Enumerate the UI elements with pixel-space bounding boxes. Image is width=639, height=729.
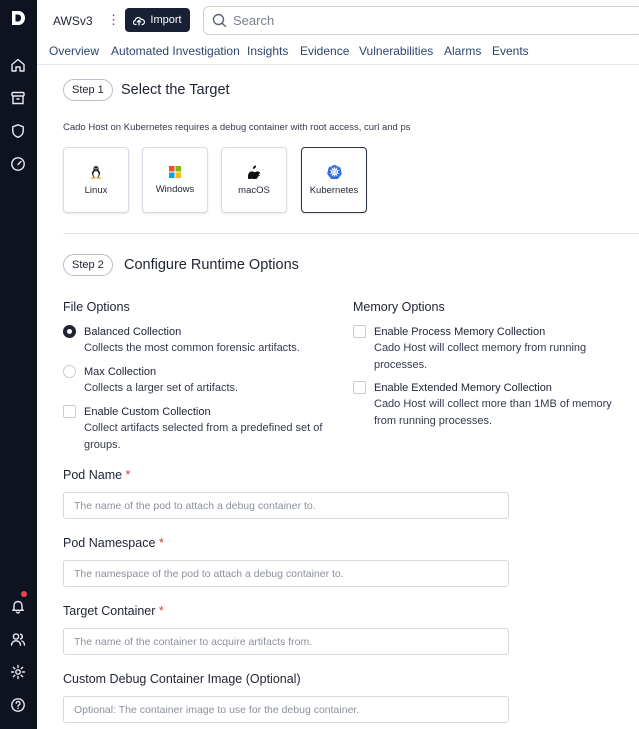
required-marker: * — [158, 604, 164, 618]
upload-cloud-icon — [133, 15, 145, 26]
tab-vulnerabilities[interactable]: Vulnerabilities — [359, 44, 434, 58]
search-icon — [212, 13, 227, 28]
step1-note: Cado Host on Kubernetes requires a debug container with root access, curl and ps — [63, 122, 411, 133]
archive-icon[interactable] — [9, 89, 27, 107]
option-balanced-collection[interactable] — [63, 324, 345, 357]
balanced-collection-radio[interactable] — [63, 325, 76, 338]
tab-overview[interactable]: Overview — [49, 44, 100, 58]
file-options-heading: File Options — [63, 300, 130, 314]
section-divider — [63, 233, 639, 234]
sidebar-rail — [0, 0, 37, 729]
option-custom-collection[interactable] — [63, 404, 345, 453]
top-bar — [37, 0, 639, 40]
target-container-label — [63, 604, 164, 618]
users-icon[interactable] — [9, 630, 27, 648]
field-label-text: Pod Namespace — [63, 536, 156, 550]
nav-tabs — [37, 40, 639, 65]
tab-evidence[interactable]: Evidence — [300, 44, 350, 58]
step1-title: Select the Target — [121, 82, 230, 98]
tab-alarms[interactable]: Alarms — [444, 44, 482, 58]
pod-name-field[interactable] — [63, 492, 509, 519]
required-marker: * — [125, 468, 131, 482]
option-title: Balanced Collection — [84, 326, 182, 338]
field-label-text: Target Container — [63, 604, 156, 618]
bell-icon[interactable] — [9, 597, 27, 615]
step1-pill: Step 1 — [63, 79, 113, 101]
tab-insights[interactable]: Insights — [247, 44, 289, 58]
debug-image-label — [63, 672, 301, 686]
platform-linux-label: Linux — [84, 184, 108, 196]
apple-icon — [248, 165, 260, 179]
platform-linux[interactable] — [63, 147, 129, 213]
platform-macos[interactable] — [221, 147, 287, 213]
required-marker: * — [158, 536, 164, 550]
logo-icon[interactable] — [8, 8, 28, 28]
option-process-memory[interactable] — [353, 324, 635, 373]
step2-title: Configure Runtime Options — [124, 257, 299, 273]
search-box[interactable] — [203, 6, 639, 35]
gauge-icon[interactable] — [9, 155, 27, 173]
process-memory-checkbox[interactable] — [353, 325, 366, 338]
option-desc: Collect artifacts selected from a predefined set of groups. — [84, 422, 323, 451]
max-collection-radio[interactable] — [63, 365, 76, 378]
platform-macos-label: macOS — [238, 184, 270, 196]
windows-icon — [169, 166, 181, 178]
settings-icon[interactable] — [9, 663, 27, 681]
main-content — [37, 66, 639, 729]
option-desc: Collects a larger set of artifacts. — [84, 382, 239, 394]
platform-kubernetes-label: Kubernetes — [309, 185, 359, 196]
import-button[interactable] — [125, 8, 190, 32]
platform-windows-label: Windows — [155, 183, 195, 195]
option-title: Max Collection — [84, 366, 157, 378]
pod-namespace-label — [63, 536, 164, 550]
field-label-text: Pod Name — [63, 468, 123, 482]
import-button-label: Import — [150, 14, 182, 26]
platform-kubernetes[interactable] — [301, 147, 367, 213]
pod-name-label — [63, 468, 130, 482]
pod-namespace-field[interactable] — [63, 560, 509, 587]
option-desc: Cado Host will collect memory from running processes. — [374, 342, 587, 371]
notification-dot — [21, 591, 27, 597]
debug-image-field[interactable] — [63, 696, 509, 723]
target-container-field[interactable] — [63, 628, 509, 655]
kubernetes-icon — [327, 164, 342, 179]
tab-events[interactable]: Events — [492, 44, 529, 58]
extended-memory-checkbox[interactable] — [353, 381, 366, 394]
memory-options-heading: Memory Options — [353, 300, 445, 314]
option-max-collection[interactable] — [63, 364, 345, 397]
home-icon[interactable] — [9, 56, 27, 74]
platform-windows[interactable] — [142, 147, 208, 213]
help-icon[interactable] — [9, 696, 27, 714]
search-input[interactable] — [233, 13, 613, 28]
option-title: Enable Extended Memory Collection — [374, 382, 552, 394]
option-title: Enable Custom Collection — [84, 406, 211, 418]
option-desc: Collects the most common forensic artifacts. — [84, 342, 300, 354]
linux-icon — [90, 165, 102, 179]
option-title: Enable Process Memory Collection — [374, 326, 546, 338]
custom-collection-checkbox[interactable] — [63, 405, 76, 418]
shield-icon[interactable] — [9, 122, 27, 140]
field-label-text: Custom Debug Container Image (Optional) — [63, 672, 301, 686]
step2-pill: Step 2 — [63, 254, 113, 276]
option-desc: Cado Host will collect more than 1MB of memory from running processes. — [374, 398, 612, 427]
org-name[interactable]: AWSv3 — [53, 14, 93, 28]
more-options-icon[interactable]: ⋮ — [107, 12, 120, 27]
tab-automated-investigation[interactable]: Automated Investigation — [111, 44, 240, 58]
option-extended-memory[interactable] — [353, 380, 635, 429]
